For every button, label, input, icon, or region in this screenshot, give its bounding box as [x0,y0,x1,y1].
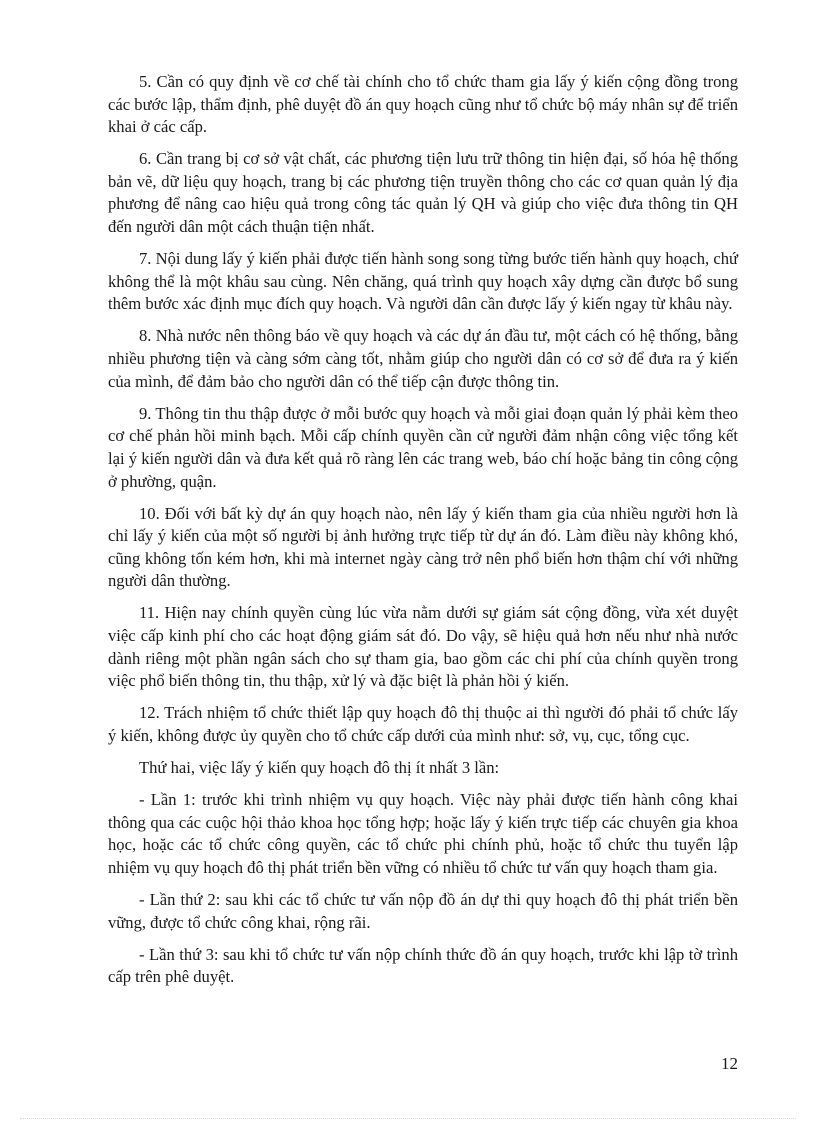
paragraph-first-consultation: - Lần 1: trước khi trình nhiệm vụ quy hoạch. Việc này phải được tiến hành công khai thông qua các cuộc hội thảo khoa học tổng hợp; hoặc lấy ý kiến trực tiếp các chuyên gia khoa học, hoặc các tổ chức công quyền, các tổ chức phi chính phủ, hoặc tổ chức thu tuyển lập nhiệm vụ quy hoạch đô thị phát triển bền vững có nhiều tổ chức tư vấn quy hoạch tham gia. [108,790,738,877]
paragraph-9: 9. Thông tin thu thập được ở mỗi bước quy hoạch và mỗi giai đoạn quản lý phải kèm theo cơ chế phản hồi minh bạch. Mỗi cấp chính quyền cần cử người đảm nhận công việc tổng kết lại ý kiến người dân và đưa kết quả rõ ràng lên các trang web, báo chí hoặc bảng tin công cộng ở phường, quận. [108,403,738,491]
paragraph-12: 12. Trách nhiệm tổ chức thiết lập quy hoạch đô thị thuộc ai thì người đó phải tổ chức lấy ý kiến, không được ủy quyền cho tổ chức cấp dưới của mình như: sở, vụ, cục, tổng cục. [108,703,738,745]
paragraph-5: 5. Cần có quy định về cơ chế tài chính cho tổ chức tham gia lấy ý kiến cộng đồng trong các bước lập, thẩm định, phê duyệt đồ án quy hoạch cũng như tổ chức bộ máy nhân sự để triển khai ở các cấp. [108,72,738,137]
page-number: 12 [721,1054,738,1073]
paragraph-6: 6. Cần trang bị cơ sở vật chất, các phương tiện lưu trữ thông tin hiện đại, số hóa hệ thống bản vẽ, dữ liệu quy hoạch, trang bị các phương tiện truyền thông cho các cơ quan quản lý địa phương để nâng cao hiệu quả trong công tác quản lý QH và giúp cho việc đưa thông tin QH đến người dân một cách thuận tiện nhất. [108,149,738,237]
paragraph-third-consultation: - Lần thứ 3: sau khi tổ chức tư vấn nộp chính thức đồ án quy hoạch, trước khi lập tờ trình cấp trên phê duyệt. [108,944,738,987]
paragraph-second-point: Thứ hai, việc lấy ý kiến quy hoạch đô thị ít nhất 3 lần: [139,758,500,778]
paragraph-7: 7. Nội dung lấy ý kiến phải được tiến hành song song từng bước tiến hành quy hoạch, chứ không thể là một khâu sau cùng. Nên chăng, quá trình quy hoạch xây dựng cần được bổ sung thêm bước xác định mục đích quy hoạch. Và người dân cần được lấy ý kiến ngay từ khâu này. [108,249,738,314]
footer-divider [20,1118,796,1119]
paragraph-second-consultation: - Lần thứ 2: sau khi các tổ chức tư vấn nộp đồ án dự thi quy hoạch đô thị phát triển bền vững, được tổ chức công khai, rộng rãi. [108,890,738,932]
paragraph-10: 10. Đối với bất kỳ dự án quy hoạch nào, nên lấy ý kiến tham gia của nhiều người hơn là chỉ lấy ý kiến của một số người bị ảnh hưởng trực tiếp từ dự án đó. Làm điều này không khó, cũng không tốn kém hơn, khi mà internet ngày càng trở nên phổ biến hơn thậm chí với những người dân thường. [108,503,738,591]
paragraph-11: 11. Hiện nay chính quyền cùng lúc vừa nằm dưới sự giám sát cộng đồng, vừa xét duyệt việc cấp kinh phí cho các hoạt động giám sát đó. Do vậy, sẽ hiệu quả hơn nếu như nhà nước dành riêng một phần ngân sách cho sự tham gia, bao gồm các chi phí của chính quyền trong việc phổ biến thông tin, thu thập, xử lý và đặc biệt là phản hồi ý kiến. [108,603,738,691]
document-body [108,71,738,998]
paragraph-8: 8. Nhà nước nên thông báo về quy hoạch và các dự án đầu tư, một cách có hệ thống, bằng nhiều phương tiện và càng sớm càng tốt, nhằm giúp cho người dân có cơ sở để đưa ra ý kiến của mình, để đảm bảo cho người dân có thể tiếp cận được thông tin. [108,326,738,391]
